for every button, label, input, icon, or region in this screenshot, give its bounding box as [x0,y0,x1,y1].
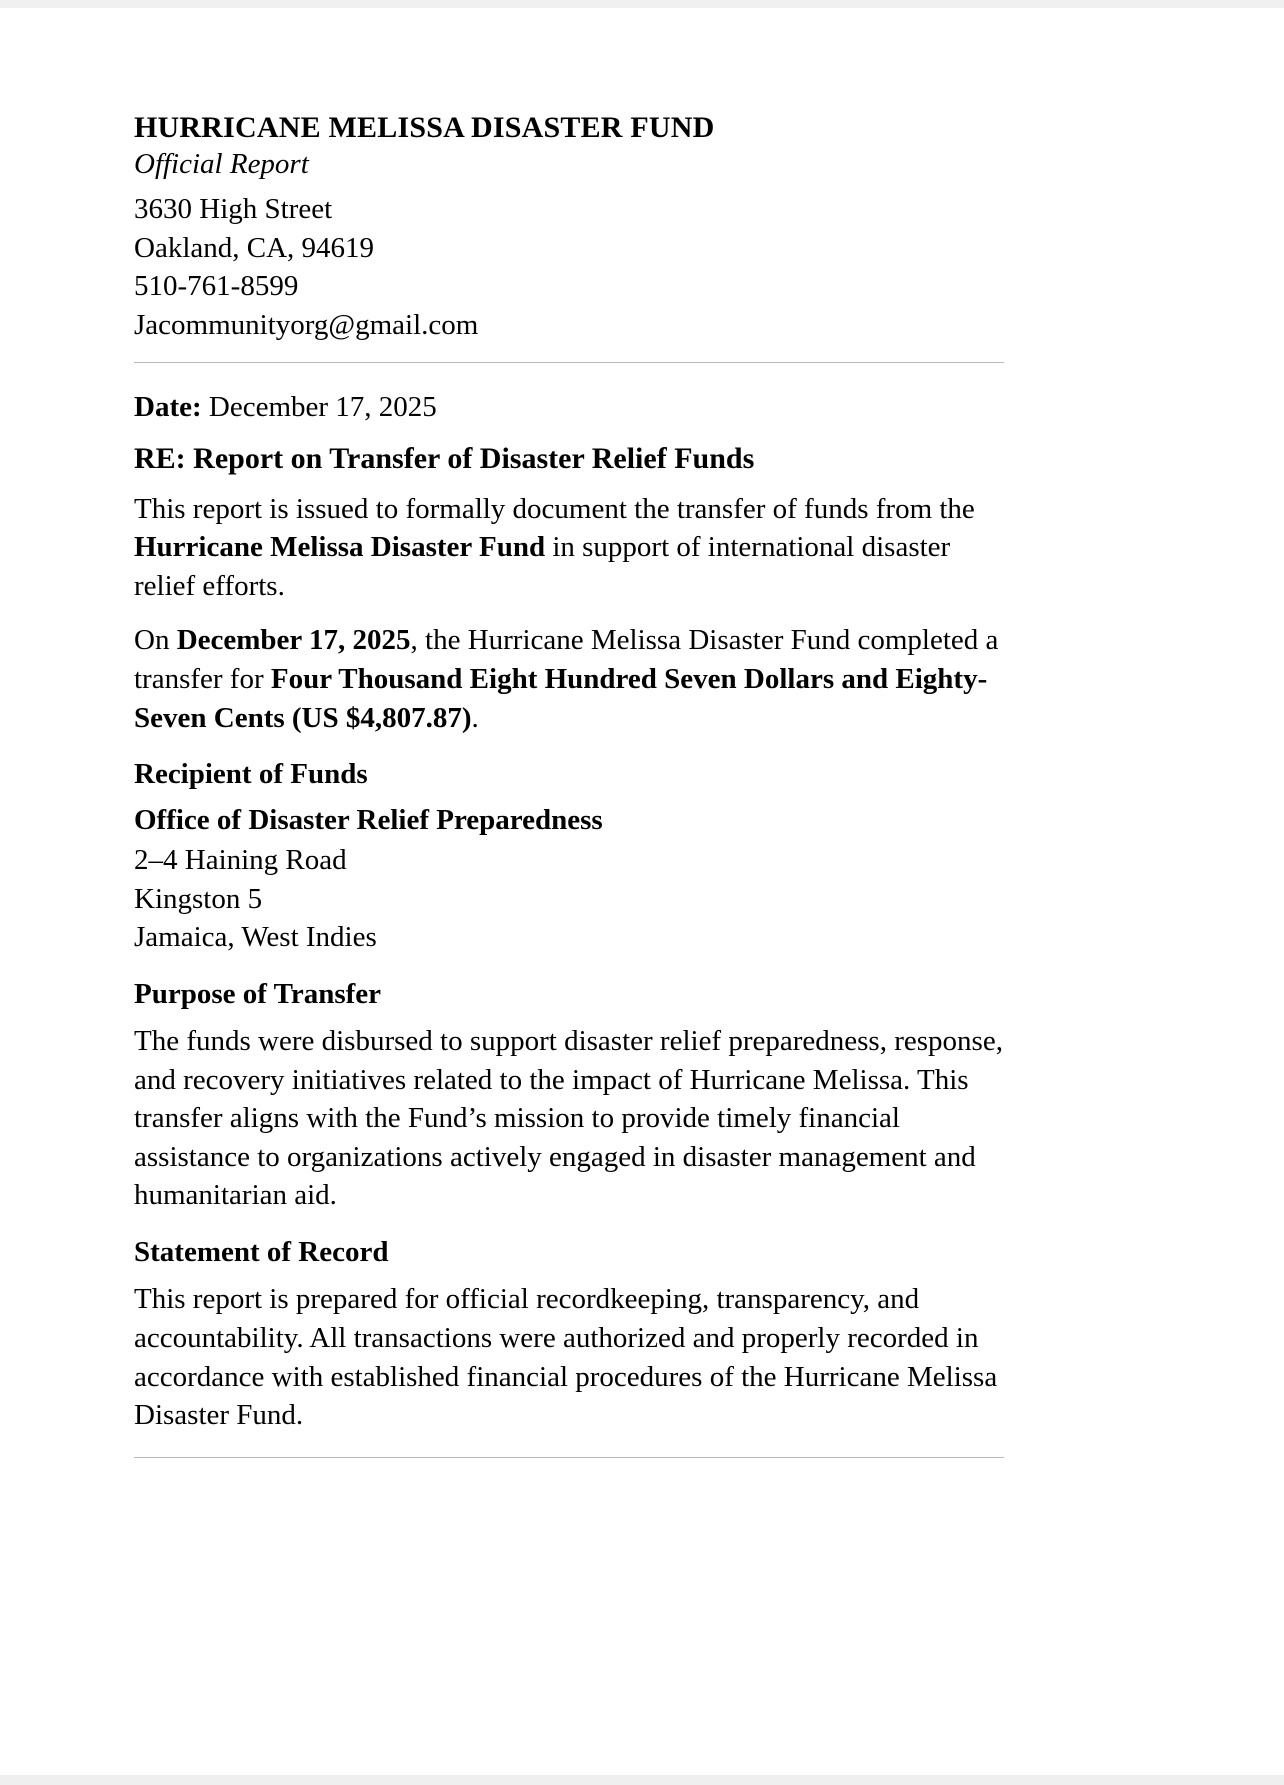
recipient-address-line: Kingston 5 [134,882,263,915]
organization-address [134,190,1004,344]
intro-paragraph [134,490,1004,606]
recipient-address-line: Jamaica, West Indies [134,921,377,954]
transfer-date: December 17, 2025 [176,624,411,657]
address-line: Oakland, CA, 94619 [134,231,375,264]
date-value: December 17, 2025 [208,391,437,424]
statement-paragraph: This report is prepared for official recordkeeping, transparency, and accountability. All transactions were authorized and properly recorded in accordance with established financial procedures of the Hurricane Melissa Disaster Fund. [134,1283,998,1432]
intro-fund-name: Hurricane Melissa Disaster Fund [134,531,546,564]
intro-text-part1: This report is issued to formally document the transfer of funds from the [134,492,975,525]
statement-heading: Statement of Record [134,1236,389,1269]
transfer-text-part2: , the Hurricane Melissa Disaster Fund completed a transfer for [134,624,999,695]
transfer-paragraph [134,621,1004,737]
recipient-address-line: 2–4 Haining Road [134,844,347,877]
date-line [134,389,1004,427]
phone-number: 510-761-8599 [134,270,299,303]
transfer-text-part1: On [134,624,177,657]
transfer-text-part3: . [471,701,479,734]
recipient-heading: Recipient of Funds [134,758,368,791]
document-content [134,110,1004,1458]
header-divider [134,362,1004,363]
organization-title: HURRICANE MELISSA DISASTER FUND [134,111,715,144]
address-line: 3630 High Street [134,193,333,226]
document-subtitle: Official Report [134,148,309,181]
footer-divider [134,1457,1004,1458]
page-bottom-edge [0,1775,1284,1785]
date-label: Date: [134,391,202,424]
page-top-edge [0,0,1284,8]
purpose-paragraph: The funds were disbursed to support disaster relief preparedness, response, and recovery initiatives related to the impact of Hurricane Melissa. This transfer aligns with the Fund’s mission to provide timely financial assistance to organizations actively engaged in disaster management and humanitarian aid. [134,1025,1003,1212]
intro-text-part2: in support of international disaster relief efforts. [134,531,951,602]
transfer-amount: Four Thousand Eight Hundred Seven Dollars and Eighty-Seven Cents (US $4,807.87) [134,662,988,734]
recipient-name: Office of Disaster Relief Preparedness [134,804,603,837]
email-address: Jacommunityorg@gmail.com [134,308,479,341]
subject-heading: RE: Report on Transfer of Disaster Relief Funds [134,442,755,476]
purpose-heading: Purpose of Transfer [134,977,382,1010]
